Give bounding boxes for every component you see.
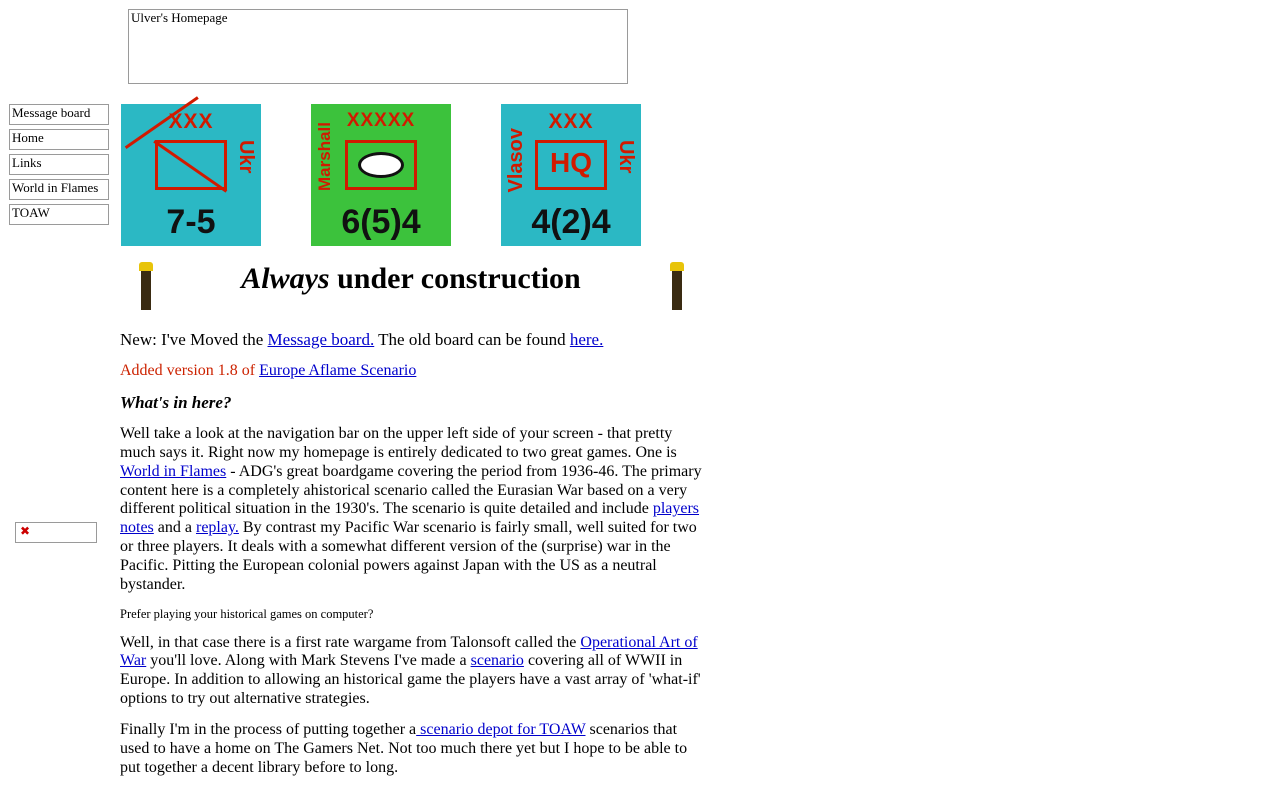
sidebar-item-toaw[interactable]: TOAW	[9, 204, 109, 225]
sidebar-item-home[interactable]: Home	[9, 129, 109, 150]
message-board-link[interactable]: Message board.	[267, 330, 375, 349]
counter-size-label: XXX	[548, 110, 594, 133]
sidebar-nav	[9, 104, 109, 225]
armor-symbol-icon	[345, 140, 417, 190]
hq-symbol-label: HQ	[550, 147, 592, 178]
news-prefix: New: I've Moved the	[120, 330, 268, 349]
intro-text-4: By contrast my Pacific War scenario is fairly small, well suited for two or three players. It deals with a somewhat different version of the (surprise) war in the Pacific. Pitting the European colonial powers against Japan with the US as a neutral bystander.	[120, 519, 697, 593]
counter-hq	[501, 104, 641, 246]
news-line	[120, 330, 710, 350]
broken-image-icon: ✖	[19, 524, 31, 538]
counter-strength: 4(2)4	[531, 203, 611, 241]
scenario-link[interactable]: scenario	[470, 652, 524, 670]
toaw-text-1: Well, in that case there is a first rate wargame from Talonsoft called the	[120, 633, 581, 651]
operational-art-of-war-link[interactable]: Operational Art of War	[120, 633, 698, 670]
players-notes-link[interactable]: players notes	[120, 500, 700, 537]
infantry-symbol-icon	[155, 140, 227, 190]
counter-nationality-label: Ukr	[615, 140, 637, 174]
counter-commander-label: Vlasov	[505, 128, 527, 193]
section-heading: What's in here?	[120, 392, 232, 412]
construction-worker-icon	[135, 262, 157, 310]
site-banner-image: Ulver's Homepage	[128, 9, 628, 84]
intro-text-3: and a	[153, 519, 196, 537]
replay-link[interactable]: replay.	[195, 519, 239, 537]
hq-symbol-icon	[535, 140, 607, 190]
counter-thumbnail-image	[15, 522, 97, 543]
sidebar-item-links[interactable]: Links	[9, 154, 109, 175]
counter-strength: 7-5	[166, 203, 216, 241]
europe-aflame-link[interactable]: Europe Aflame Scenario	[259, 362, 417, 380]
added-version-line	[120, 362, 710, 381]
main-content	[120, 330, 710, 790]
counter-size-label: XXX	[168, 110, 214, 133]
old-board-link[interactable]: here.	[569, 330, 604, 349]
counter-size-label: XXXXX	[346, 110, 416, 131]
intro-paragraph	[120, 425, 710, 595]
counter-infantry	[121, 104, 261, 246]
depot-text-1: Finally I'm in the process of putting together a	[120, 721, 417, 739]
computer-games-question: Prefer playing your historical games on computer?	[120, 606, 374, 621]
toaw-text-3: covering all of WWII in Europe. In addition to allowing an historical game the players have a vast array of 'what-if' options to try out alternative strategies.	[120, 652, 701, 708]
sidebar-item-message-board[interactable]: Message board	[9, 104, 109, 125]
news-middle: The old board can be found	[374, 330, 570, 349]
intro-text-2: - ADG's great boardgame covering the period from 1936-46. The primary content here is a completely ahistorical scenario called the Eurasian War based on a very different political situation in the 1930's. The scenario is quite detailed and include	[120, 462, 702, 518]
world-in-flames-link[interactable]: World in Flames	[120, 462, 227, 480]
counter-strength: 6(5)4	[341, 203, 421, 241]
scenario-depot-paragraph	[120, 721, 710, 778]
scenario-depot-link[interactable]: scenario depot for TOAW	[416, 721, 586, 739]
sidebar-item-world-in-flames[interactable]: World in Flames	[9, 179, 109, 200]
under-construction-banner	[121, 262, 701, 314]
added-version-prefix: Added version 1.8 of	[120, 362, 260, 380]
counter-armor	[311, 104, 451, 246]
counter-nationality-label: Ukr	[235, 140, 257, 174]
under-construction-emphasis: Always	[241, 262, 330, 295]
intro-text-1: Well take a look at the navigation bar on the upper left side of your screen - that pretty much says it. Right now my homepage is entirely dedicated to two great games. One is	[120, 424, 677, 461]
under-construction-rest: under construction	[329, 262, 581, 295]
armor-oval-shape	[358, 152, 404, 178]
depot-text-2: scenarios that used to have a home on The Gamers Net. Not too much there yet but I hope to be able to put together a decent library before to long.	[120, 721, 688, 776]
under-construction-text	[201, 262, 621, 296]
construction-worker-icon	[666, 262, 688, 310]
toaw-text-2: you'll love. Along with Mark Stevens I've made a	[146, 652, 471, 670]
toaw-paragraph	[120, 634, 710, 710]
counter-commander-label: Marshall	[315, 122, 334, 191]
